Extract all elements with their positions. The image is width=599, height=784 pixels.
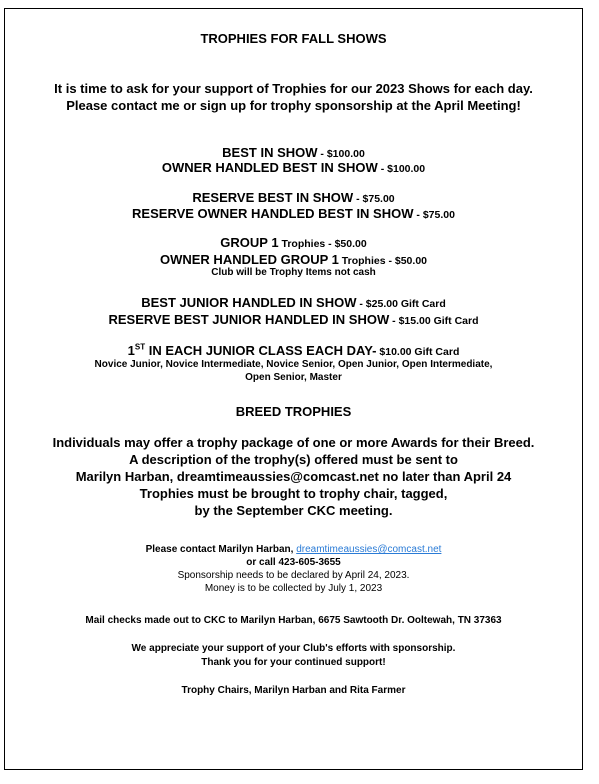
breed-line-4: Trophies must be brought to trophy chair, tagged, — [139, 486, 448, 501]
award-best-in-show: BEST IN SHOW - $100.00 — [222, 145, 365, 160]
award-oh-group-1: OWNER HANDLED GROUP 1 Trophies - $50.00 — [159, 252, 427, 267]
contact-phone: or call 423-605-3655 — [246, 557, 341, 568]
junior-classes-line-2: Open Senior, Master — [245, 372, 342, 383]
signature-line: Trophy Chairs, Marilyn Harban and Rita Farmer — [181, 685, 406, 696]
breed-heading: BREED TROPHIES — [235, 404, 352, 419]
breed-line-1: Individuals may offer a trophy package of one or more Awards for their Breed. — [52, 435, 535, 450]
intro-line-2: Please contact me or sign up for trophy sponsorship at the April Meeting! — [66, 98, 521, 113]
thanks-line-1: We appreciate your support of your Club's efforts with sponsorship. — [131, 643, 456, 654]
junior-classes-line-1: Novice Junior, Novice Intermediate, Novice Senior, Open Junior, Open Intermediate, — [94, 359, 493, 370]
breed-line-3: Marilyn Harban, dreamtimeaussies@comcast.net no later than April 24 — [75, 469, 512, 484]
breed-line-2: A description of the trophy(s) offered must be sent to — [129, 452, 458, 467]
page-title: TROPHIES FOR FALL SHOWS — [200, 31, 387, 46]
award-reserve-best-junior: RESERVE BEST JUNIOR HANDLED IN SHOW - $15.00 Gift Card — [108, 312, 479, 327]
award-owner-handled-bis: OWNER HANDLED BEST IN SHOW - $100.00 — [161, 160, 426, 175]
intro-line-1: It is time to ask for your support of Trophies for our 2023 Shows for each day. — [54, 81, 533, 96]
award-best-junior: BEST JUNIOR HANDLED IN SHOW - $25.00 Gift Card — [141, 295, 446, 310]
award-first-junior-class: 1ST IN EACH JUNIOR CLASS EACH DAY- $10.00 Gift Card — [127, 342, 460, 358]
thanks-line-2: Thank you for your continued support! — [201, 657, 386, 668]
award-reserve-oh-bis: RESERVE OWNER HANDLED BEST IN SHOW - $75.00 — [132, 206, 455, 221]
mail-instructions: Mail checks made out to CKC to Marilyn Harban, 6675 Sawtooth Dr. Ooltewah, TN 37363 — [85, 615, 502, 626]
sponsorship-deadline: Sponsorship needs to be declared by April 24, 2023. — [177, 570, 410, 581]
collection-deadline: Money is to be collected by July 1, 2023 — [204, 583, 383, 594]
email-link[interactable]: dreamtimeaussies@comcast.net — [296, 544, 442, 555]
breed-line-5: by the September CKC meeting. — [194, 503, 393, 518]
contact-line: Please contact Marilyn Harban, dreamtimeaussies@comcast.net — [145, 544, 442, 555]
award-group-1: GROUP 1 Trophies - $50.00 — [220, 235, 367, 250]
award-reserve-bis: RESERVE BEST IN SHOW - $75.00 — [192, 190, 395, 205]
document-page — [4, 8, 583, 770]
club-note: Club will be Trophy Items not cash — [211, 267, 376, 278]
